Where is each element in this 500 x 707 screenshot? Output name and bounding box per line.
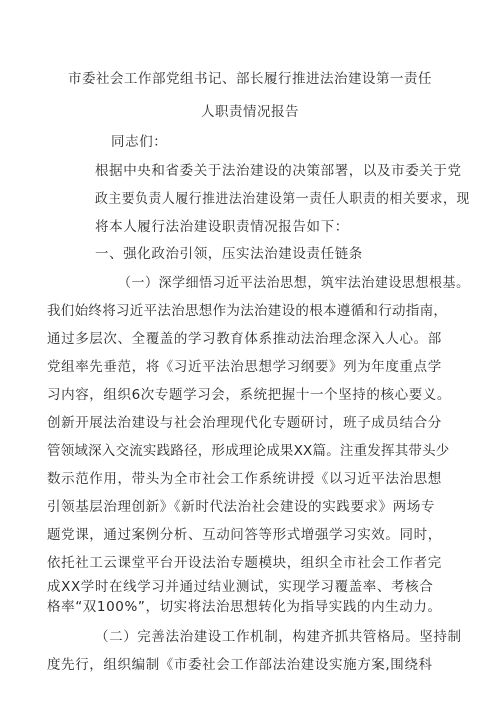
paragraph-line: 数示范作用，带头为全市社会工作系统讲授《以习近平法治思想: [47, 471, 442, 487]
subsection-heading: （二）完善法治建设工作机制，构建齐抓共管格局。坚持制: [95, 629, 462, 645]
paragraph-line: 通过多层次、全覆盖的学习教育体系推动法治理念深入人心。部: [47, 331, 442, 347]
paragraph-line: 度先行，组织编制《市委社会工作部法治建设实施方案,围绕科: [47, 657, 433, 673]
paragraph-line: 将本人履行法治建设职责情况报告如下：: [95, 219, 349, 235]
document-title-line-2: 人职责情况报告: [201, 104, 299, 120]
paragraph-line: 党组率先垂范，将《习近平法治思想学习纲要》列为年度重点学: [47, 359, 442, 375]
paragraph-line: 成XX学时在线学习并通过结业测试，实现学习覆盖率、考核合: [47, 579, 434, 595]
subsection-heading: （一）深学细悟习近平法治思想，筑牢法治建设思想根基。: [118, 275, 470, 291]
document-title-line-1: 市委社会工作部党组书记、部长履行推进法治建设第一责任: [68, 71, 432, 87]
paragraph-line: 政主要负责人履行推进法治建设第一责任人职责的相关要求，现: [95, 191, 470, 207]
paragraph-line: 格率“双100%”，切实将法治思想转化为指导实践的内生动力。: [47, 599, 442, 615]
paragraph-line: 管领域深入交流实践路径，形成理论成果XX篇。注重发挥其带头少: [47, 443, 450, 459]
paragraph-line: 引领基层治理创新》《新时代法治社会建设的实践要求》两场专: [47, 499, 436, 515]
section-heading: 一、强化政治引领，压实法治建设责任链条: [95, 246, 363, 262]
paragraph-line: 根据中央和省委关于法治建设的决策部署，以及市委关于党: [95, 163, 462, 179]
paragraph-line: 习内容，组织6次专题学习会，系统把握十一个坚持的核心要义。: [47, 387, 451, 403]
paragraph-line: 我们始终将习近平法治思想作为法治建设的根本遵循和行动指南，: [47, 303, 448, 319]
paragraph-line: 创新开展法治建设与社会治理现代化专题研讨，班子成员结合分: [47, 415, 442, 431]
paragraph-line: 题党课，通过案例分析、互动问答等形式增强学习实效。同时，: [47, 527, 442, 543]
paragraph-line: 依托社工云课堂平台开设法治专题模块，组织全市社会工作者完: [47, 555, 442, 571]
salutation: 同志们：: [111, 134, 168, 150]
